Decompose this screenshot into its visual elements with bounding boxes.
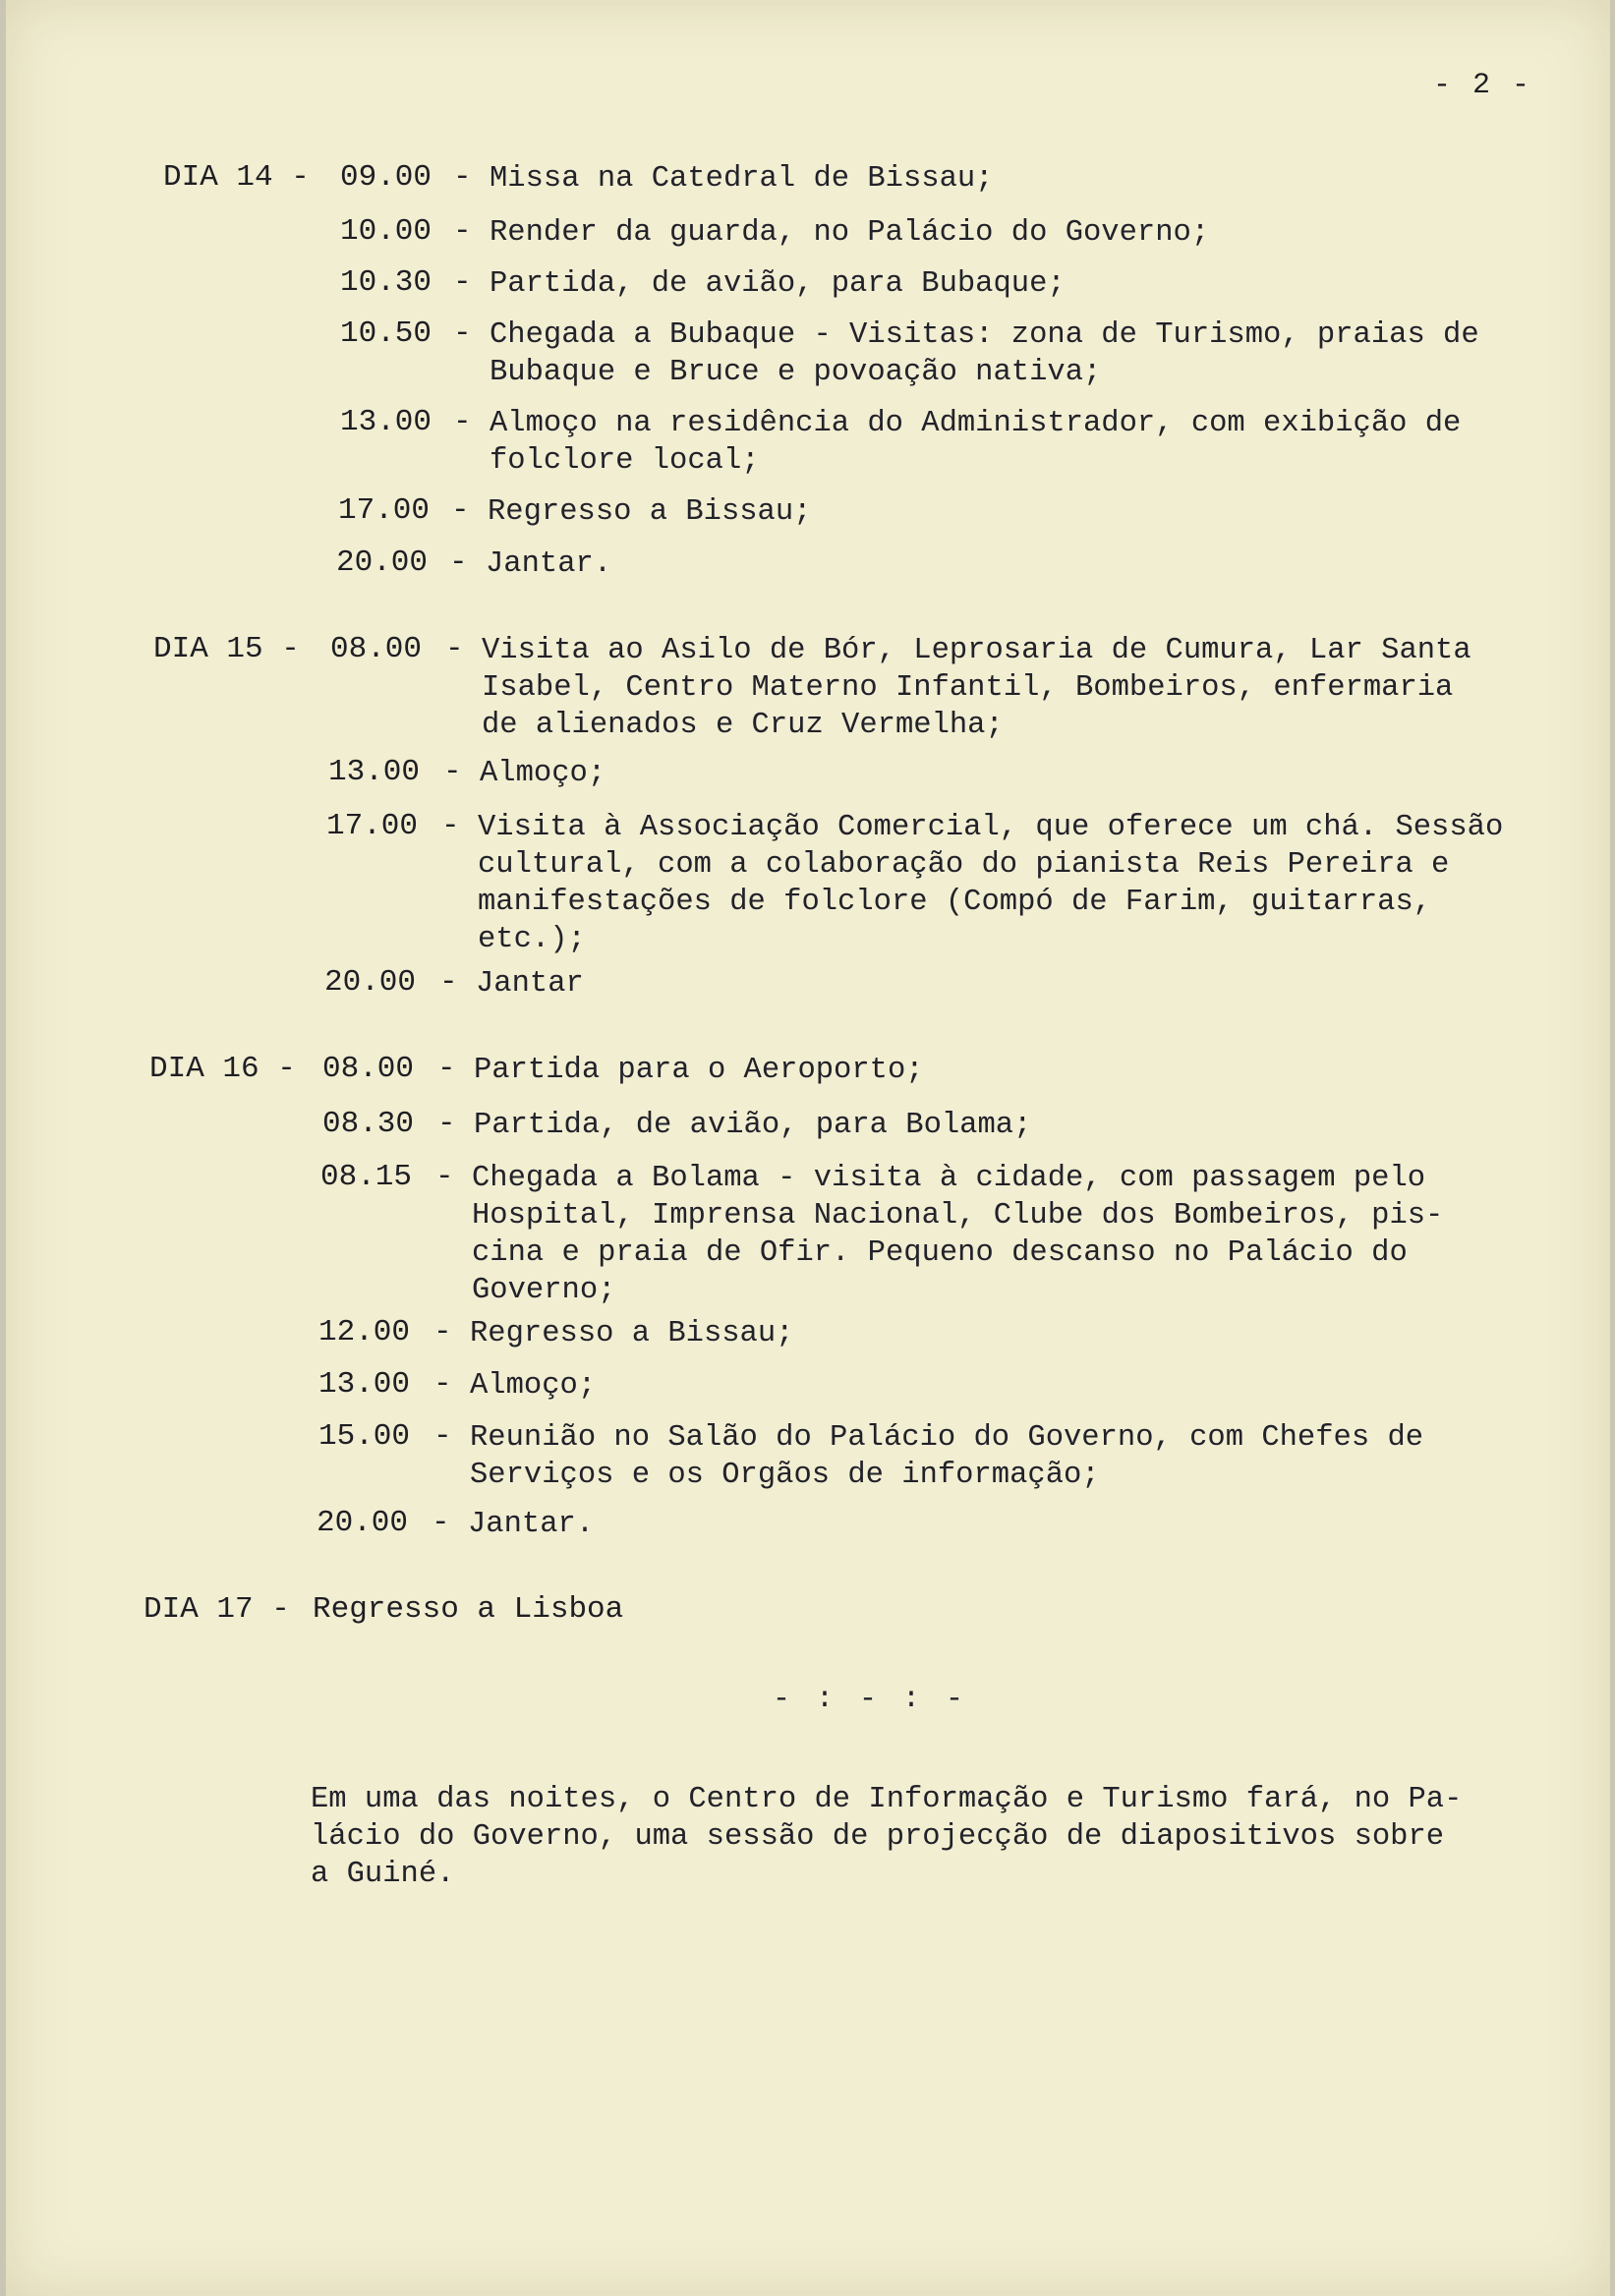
- schedule-item: Partida para o Aeroporto;: [474, 1054, 924, 1087]
- time-entry: 08.15: [320, 1160, 413, 1194]
- schedule-item: Partida, de avião, para Bolama;: [474, 1109, 1032, 1142]
- day-16-label: DIA 16 -: [149, 1052, 296, 1086]
- section-divider: - : - : -: [773, 1683, 968, 1716]
- time-entry: 13.00: [328, 755, 421, 789]
- time-entry: 15.00: [318, 1419, 411, 1454]
- time-entry: 13.00: [318, 1367, 411, 1402]
- schedule-item: Missa na Catedral de Bissau;: [490, 162, 994, 196]
- time-entry: 13.00: [340, 405, 433, 439]
- separator-dash: -: [441, 809, 460, 843]
- separator-dash: -: [435, 1160, 454, 1194]
- separator-dash: -: [453, 405, 472, 439]
- schedule-item: Render da guarda, no Palácio do Governo;: [490, 216, 1210, 250]
- separator-dash: -: [453, 214, 472, 249]
- schedule-item: Jantar.: [468, 1508, 595, 1541]
- time-entry: 08.30: [322, 1107, 415, 1141]
- separator-dash: -: [433, 1419, 452, 1454]
- schedule-item: Visita ao Asilo de Bór, Leprosaria de Cumura, Lar Santa Isabel, Centro Materno Infantil, Bombeiros, enfermaria de alienados e Cruz Vermelha;: [482, 634, 1471, 742]
- schedule-item: Regresso a Lisboa: [313, 1592, 624, 1627]
- time-entry: 10.00: [340, 214, 433, 249]
- time-entry: 12.00: [318, 1315, 411, 1349]
- schedule-item: Almoço;: [470, 1369, 597, 1403]
- separator-dash: -: [451, 493, 470, 528]
- page-number: - 2 -: [1433, 69, 1532, 102]
- separator-dash: -: [437, 1052, 456, 1086]
- day-14-label: DIA 14 -: [163, 160, 310, 195]
- separator-dash: -: [449, 545, 468, 580]
- separator-dash: -: [445, 632, 464, 666]
- schedule-item: Almoço;: [480, 757, 606, 790]
- separator-dash: -: [433, 1315, 452, 1349]
- day-17-label: DIA 17 -: [144, 1592, 290, 1627]
- schedule-item: Almoço na residência do Administrador, com exibição de folclore local;: [490, 407, 1462, 478]
- day-15-label: DIA 15 -: [153, 632, 300, 666]
- time-entry: 10.30: [340, 265, 433, 300]
- time-entry: 20.00: [317, 1506, 409, 1540]
- schedule-item: Chegada a Bubaque - Visitas: zona de Turismo, praias de Bubaque e Bruce e povoação nativa;: [490, 318, 1479, 389]
- time-entry: 17.00: [326, 809, 419, 843]
- separator-dash: -: [439, 965, 458, 1000]
- time-entry: 17.00: [338, 493, 431, 528]
- schedule-item: Jantar: [476, 967, 584, 1001]
- closing-note: Em uma das noites, o Centro de Informação e Turismo fará, no Pa- lácio do Governo, uma sessão de projecção de diapositivos sobre a Guiné.: [311, 1783, 1463, 1891]
- separator-dash: -: [433, 1367, 452, 1402]
- separator-dash: -: [453, 265, 472, 300]
- separator-dash: -: [432, 1506, 450, 1540]
- time-entry: 09.00: [340, 160, 433, 195]
- schedule-item: Jantar.: [486, 547, 612, 581]
- separator-dash: -: [443, 755, 462, 789]
- schedule-item: Regresso a Bissau;: [488, 495, 812, 529]
- schedule-item: Regresso a Bissau;: [470, 1317, 794, 1350]
- separator-dash: -: [453, 160, 472, 195]
- separator-dash: -: [453, 316, 472, 351]
- document-page: [6, 0, 1610, 2296]
- schedule-item: Visita à Associação Comercial, que oferece um chá. Sessão cultural, com a colaboração do pianista Reis Pereira e manifestações de folclore (Compó de Farim, guitarras, etc.);: [478, 811, 1504, 956]
- schedule-item: Partida, de avião, para Bubaque;: [490, 267, 1066, 301]
- time-entry: 20.00: [324, 965, 417, 1000]
- separator-dash: -: [437, 1107, 456, 1141]
- time-entry: 08.00: [322, 1052, 415, 1086]
- schedule-item: Chegada a Bolama - visita à cidade, com passagem pelo Hospital, Imprensa Nacional, Clube dos Bombeiros, pis- cina e praia de Ofir. Pequeno descanso no Palácio do Governo;: [472, 1162, 1444, 1307]
- time-entry: 10.50: [340, 316, 433, 351]
- time-entry: 20.00: [336, 545, 429, 580]
- time-entry: 08.00: [330, 632, 423, 666]
- schedule-item: Reunião no Salão do Palácio do Governo, com Chefes de Serviços e os Orgãos de informação;: [470, 1421, 1424, 1492]
